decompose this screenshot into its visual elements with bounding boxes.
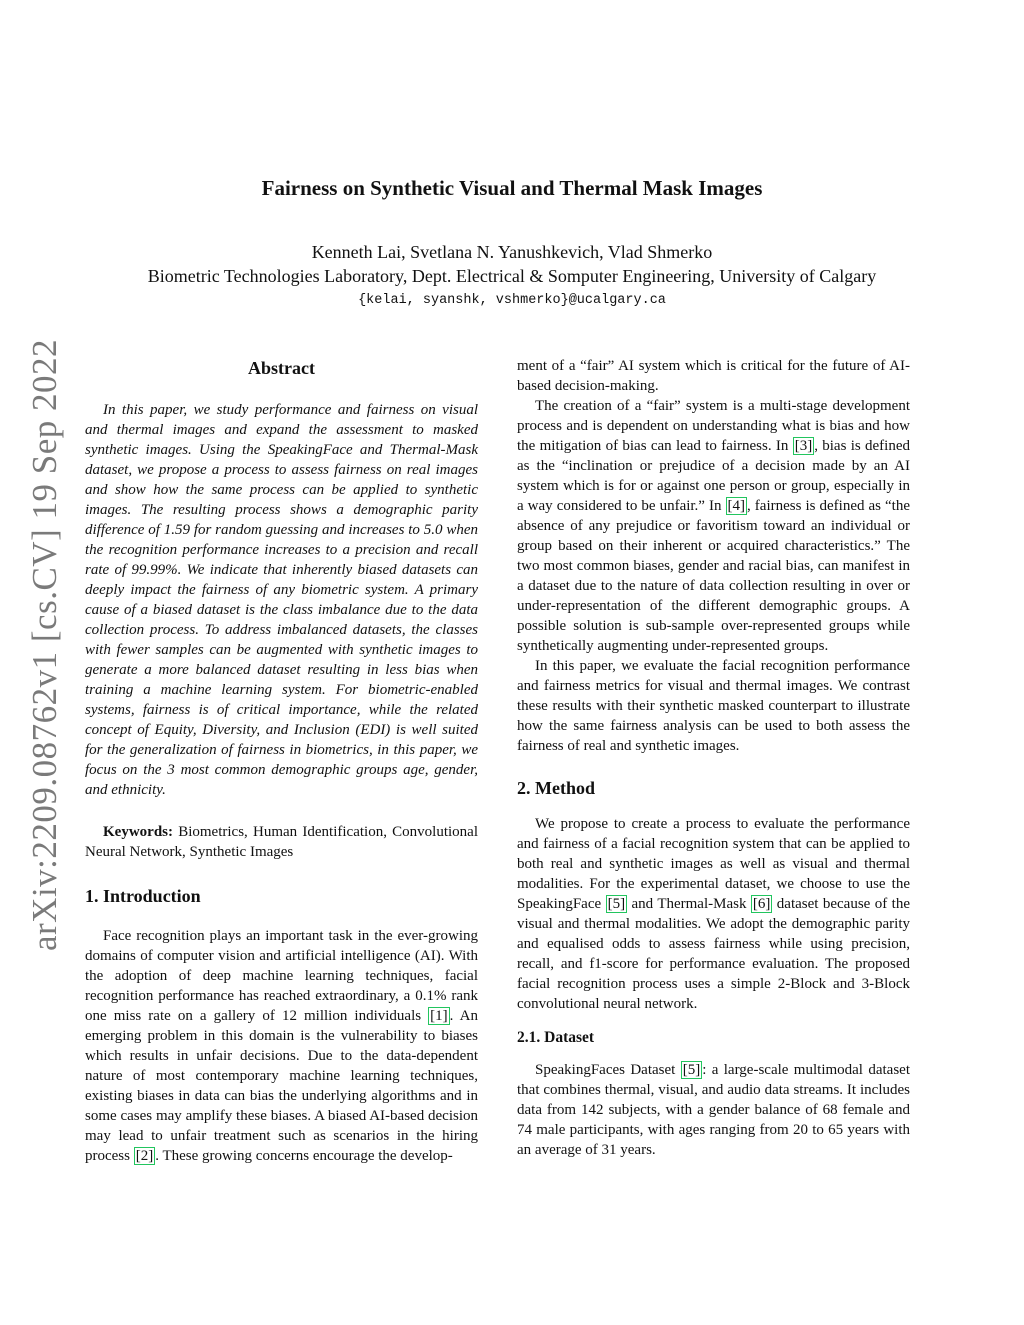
intro-paragraph-2 <box>517 396 910 656</box>
keywords-label: Keywords: <box>103 824 173 840</box>
method-text-1a: We propose to create a process to evaluate the performance and fairness of a facial recognition system that can be applied to both real and synthetic images as well as visual and thermal modalities. For the experimental dataset, we choose to use the SpeakingFace <box>517 816 910 912</box>
arxiv-sidebar <box>25 338 64 952</box>
paper-title: Fairness on Synthetic Visual and Thermal Mask Images <box>261 176 763 200</box>
citation-link-3[interactable]: [3] <box>794 438 813 454</box>
citation-link-2[interactable]: [2] <box>135 1148 154 1164</box>
intro-text-2a: The creation of a “fair” system is a multi-stage development process and is dependent on understanding what is bias and how the mitigation of bias can lead to fairness. In <box>517 398 910 454</box>
intro-paragraph-1 <box>85 926 478 1166</box>
intro-paragraph-1-continued: ment of a “fair” AI system which is critical for the future of AI-based decision-making. <box>517 358 910 394</box>
keywords-paragraph <box>85 822 478 862</box>
citation-link-1[interactable]: [1] <box>430 1008 448 1024</box>
paper-authors: Kenneth Lai, Svetlana N. Yanushkevich, Vlad Shmerko <box>311 242 713 262</box>
intro-heading: 1. Introduction <box>85 886 201 906</box>
method-paragraph-1 <box>517 814 910 1014</box>
intro-text-1a: Face recognition plays an important task in the ever-growing domains of computer vision and artificial intelligence (AI). With the adoption of deep machine learning techniques, facial recognition performance has reached extraordinary, a 0.1% rank one miss rate on a gallery of 12 million individuals <box>85 928 478 1024</box>
right-column <box>517 356 910 1160</box>
intro-text-2c: , fairness is defined as “the absence of any prejudice or favoritism toward an individual or group based on their inherent or acquired characteristics.” The two most common biases, gender and racial bias, can manifest in a dataset due to the nature of data collection resulting in over or under-representation of the different demographic groups. A possible solution is sub-sample over-represented groups while synthetically augmenting under-represented groups. <box>517 498 910 654</box>
keywords-text: Biometrics, Human Identification, Convolutional Neural Network, Synthetic Images <box>85 824 478 860</box>
method-heading: 2. Method <box>517 778 595 798</box>
dataset-heading: 2.1. Dataset <box>517 1029 595 1046</box>
paper-email: {kelai, syanshk, vshmerko}@ucalgary.ca <box>358 293 666 308</box>
left-column <box>85 356 478 1166</box>
citation-link-5[interactable]: [5] <box>607 896 626 912</box>
intro-text-1c: . These growing concerns encourage the develop- <box>155 1148 453 1164</box>
dataset-text-1b: : a large-scale multimodal dataset that combines thermal, visual, and audio data streams. It includes data from 142 subjects, with a gender balance of 68 female and 74 male participants, with ages ranging from 20 to 65 years with an average of 31 years. <box>517 1062 910 1158</box>
dataset-text-1a: SpeakingFaces Dataset <box>535 1062 681 1078</box>
citation-link-6[interactable]: [6] <box>752 896 771 912</box>
method-text-1b: and Thermal-Mask <box>627 896 751 912</box>
abstract-heading: Abstract <box>248 358 315 378</box>
abstract-text: In this paper, we study performance and fairness on visual and thermal images and expand the assessment to masked synthetic images. Using the SpeakingFace and Thermal-Mask dataset, we propose a process to assess fairness on real images and show how the same process can be applied to synthetic images. The resulting process shows a demographic parity difference of 1.59 for random guessing and increases to 5.0 when the recognition performance increases to a precision and recall rate of 99.99%. We indicate that inherently biased datasets can deeply impact the fairness of any biometric system. A primary cause of a biased dataset is the class imbalance due to the data collection process. To address imbalanced datasets, the classes with fewer samples can be augmented with synthetic images to generate a more balanced dataset resulting in less bias when training a machine learning system. For biometric-enabled systems, fairness is of critical importance, while the related concept of Equity, Diversity, and Inclusion (EDI) is well suited for the generalization of fairness in biometrics, in this paper, we focus on the 3 most common demographic groups age, gender, and ethnicity. <box>85 402 478 798</box>
arxiv-identifier: arXiv:2209.08762v1 [cs.CV] 19 Sep 2022 <box>25 338 64 952</box>
citation-link-5b[interactable]: [5] <box>682 1062 701 1078</box>
intro-paragraph-3: In this paper, we evaluate the facial recognition performance and fairness metrics for visual and thermal images. We contrast these results with their synthetic masked counterpart to illustrate how the same fairness analysis can be used to both assess the fairness of real and synthetic images. <box>517 658 910 754</box>
intro-text-1b: . An emerging problem in this domain is the vulnerability to biases which results in unfair decisions. Due to the data-dependent nature of most contemporary machine learning techniques, existing biases in data can bias the underlying algorithms and in some cases may amplify these biases. A biased AI-based decision may lead to unfair treatment such as scenarios in the hiring process <box>85 1008 478 1164</box>
intro-text-2b: , bias is defined as the “inclination or prejudice of a decision made by an AI system which is for or against one person or group, especially in a way considered to be unfair.” In <box>517 438 910 514</box>
dataset-paragraph-1 <box>517 1060 910 1160</box>
method-text-1c: dataset because of the visual and thermal modalities. We adopt the demographic parity and equalised odds to assess fairness while using precision, recall, and f1-score for performance evaluation. The proposed facial recognition process uses a simple 2-Block and 3-Block convolutional neural network. <box>517 896 911 1012</box>
paper-affiliation: Biometric Technologies Laboratory, Dept. Electrical & Somputer Engineering, University of Calgary <box>147 266 877 286</box>
citation-link-4[interactable]: [4] <box>727 498 746 514</box>
